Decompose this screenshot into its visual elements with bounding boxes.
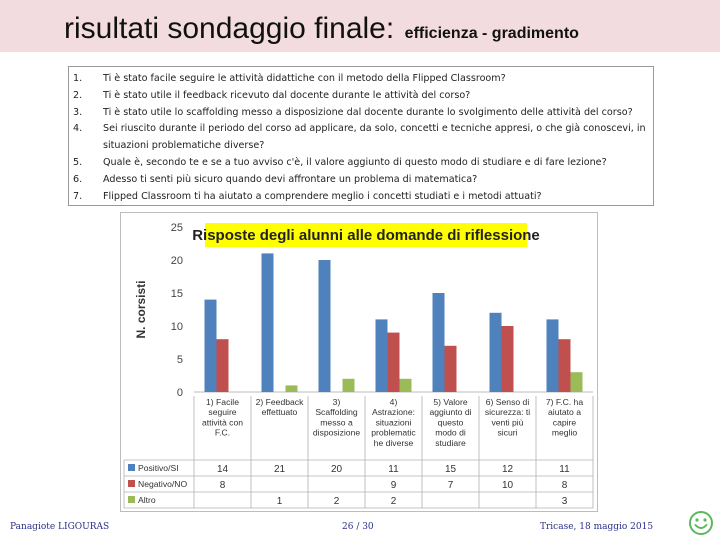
question-text: Ti è stato utile il feedback ricevuto dal docente durante le attività del corso? xyxy=(103,89,471,101)
table-value: 2 xyxy=(333,496,340,507)
table-value: 14 xyxy=(216,464,229,475)
chart-title: Risposte degli alunni alle domande di riflessione xyxy=(192,227,540,244)
table-value: 7 xyxy=(447,480,454,491)
bar-positivo-si xyxy=(376,319,388,392)
bar-positivo-si xyxy=(205,300,217,392)
category-label-line: 2) Feedback xyxy=(255,397,304,407)
category-label-line: problematic xyxy=(371,427,416,438)
category-label xyxy=(256,397,304,417)
bar-negativo-no xyxy=(445,346,457,392)
bar-altro xyxy=(571,372,583,392)
bar-negativo-no xyxy=(217,339,229,392)
question-text: Quale è, secondo te e se a tuo avviso c'è, il valore aggiunto di questo modo di studiare e di fare lezione? xyxy=(103,157,607,168)
category-label xyxy=(546,397,583,438)
bar-altro xyxy=(400,379,412,392)
category-label-line: capire xyxy=(552,417,577,428)
question-text: Ti è stato utile lo scaffolding messo a disposizione dal docente durante lo svolgimento delle attività del corso? xyxy=(103,106,633,118)
legend-swatch xyxy=(128,464,135,471)
table-value: 8 xyxy=(219,480,226,491)
question-text: Adesso ti senti più sicuro quando devi affrontare un problema di matematica? xyxy=(103,173,478,185)
category-label-line: Astrazione: xyxy=(372,407,415,418)
legend-swatch xyxy=(128,480,135,487)
category-label-line: 3) xyxy=(332,397,341,407)
category-label-line: sicurezza: ti xyxy=(484,407,531,418)
slide-title-main: risultati sondaggio finale: xyxy=(64,12,395,45)
table-value: 21 xyxy=(273,464,286,475)
category-label-line: venti più xyxy=(491,417,524,428)
question-number: 3. xyxy=(73,106,83,118)
table-value: 11 xyxy=(559,464,570,475)
bar-chart xyxy=(121,213,597,511)
table-value: 12 xyxy=(501,464,514,475)
y-tick-label: 15 xyxy=(170,288,183,300)
y-tick-label: 20 xyxy=(170,255,183,267)
slide-title-sub: efficienza - gradimento xyxy=(404,25,579,42)
category-label-line: disposizione xyxy=(312,427,361,438)
category-label-line: modo di xyxy=(435,427,466,438)
smiley-icon xyxy=(688,510,714,536)
bar-negativo-no xyxy=(559,339,571,392)
question-text: situazioni problematiche diverse? xyxy=(103,140,265,152)
bar-positivo-si xyxy=(547,319,559,392)
slide-title xyxy=(64,12,579,46)
bar-positivo-si xyxy=(319,260,331,392)
y-tick-label: 5 xyxy=(176,354,183,366)
category-label-line: he diverse xyxy=(373,437,414,448)
footer-author: Panagiote LIGOURAS xyxy=(10,522,110,532)
chart-frame xyxy=(120,212,598,512)
category-label-line: attività con xyxy=(201,417,244,428)
category-label-line: 4) xyxy=(389,397,398,407)
category-label-line: questo xyxy=(437,417,464,428)
category-label-line: 6) Senso di xyxy=(485,397,530,407)
category-label-line: 5) Valore xyxy=(433,397,468,407)
legend-swatch xyxy=(128,496,135,503)
footer-page-number: 26 / 30 xyxy=(342,522,374,532)
y-tick-label: 10 xyxy=(170,321,183,333)
table-value: 9 xyxy=(390,480,397,491)
table-value: 15 xyxy=(444,464,457,475)
category-label-line: situazioni xyxy=(375,417,412,428)
category-label xyxy=(371,397,416,448)
legend-label: Positivo/SI xyxy=(138,463,179,473)
question-text: Ti è stato facile seguire le attività didattiche con il metodo della Flipped Classroom? xyxy=(103,73,506,84)
category-label xyxy=(313,397,361,438)
bar-negativo-no xyxy=(502,326,514,392)
table-value: 3 xyxy=(561,496,568,507)
category-label-line: 1) Facile xyxy=(206,397,239,407)
question-number: 4. xyxy=(73,123,83,135)
category-label-line: studiare xyxy=(435,437,466,448)
legend-label: Altro xyxy=(138,495,156,505)
y-tick-label: 0 xyxy=(176,387,183,399)
bar-altro xyxy=(343,379,355,392)
category-label-line: sicuri xyxy=(497,427,518,438)
question-number: 5. xyxy=(73,157,83,168)
question-text: Flipped Classroom ti ha aiutato a comprendere meglio i concetti studiati e i metodi attuati? xyxy=(103,190,542,202)
category-label-line: F.C. xyxy=(214,427,231,438)
category-label xyxy=(429,397,471,448)
category-label-line: messo a xyxy=(320,417,353,428)
table-value: 8 xyxy=(561,480,568,491)
bar-negativo-no xyxy=(388,333,400,392)
table-value: 20 xyxy=(330,464,343,475)
bar-positivo-si xyxy=(262,253,274,392)
table-value: 11 xyxy=(388,464,399,475)
question-text: Sei riuscito durante il periodo del corso ad applicare, da solo, concetti e tecniche appresi, o che già conoscevi, in xyxy=(103,123,646,135)
bar-altro xyxy=(286,385,298,392)
legend-label: Negativo/NO xyxy=(138,479,188,489)
table-value: 2 xyxy=(390,496,397,507)
category-label-line: effettuato xyxy=(261,407,298,418)
category-label-line: seguire xyxy=(208,407,237,418)
question-number: 2. xyxy=(73,89,83,101)
table-value: 1 xyxy=(276,496,283,507)
category-label-line: 7) F.C. ha xyxy=(545,397,584,407)
category-label-line: aggiunto di xyxy=(429,407,472,418)
question-number: 7. xyxy=(73,190,83,202)
questions-box xyxy=(68,66,654,206)
bar-positivo-si xyxy=(490,313,502,392)
question-number: 1. xyxy=(73,73,83,84)
y-axis-title: N. corsisti xyxy=(134,280,148,339)
category-label xyxy=(202,397,243,438)
category-label-line: aiutato a xyxy=(548,407,581,418)
question-number: 6. xyxy=(73,173,83,185)
category-label xyxy=(485,397,530,438)
category-label-line: meglio xyxy=(551,427,578,438)
y-tick-label: 25 xyxy=(170,222,183,234)
bar-positivo-si xyxy=(433,293,445,392)
category-label-line: Scaffolding xyxy=(315,407,358,418)
table-value: 10 xyxy=(501,480,514,491)
footer-place-date: Tricase, 18 maggio 2015 xyxy=(540,522,654,532)
